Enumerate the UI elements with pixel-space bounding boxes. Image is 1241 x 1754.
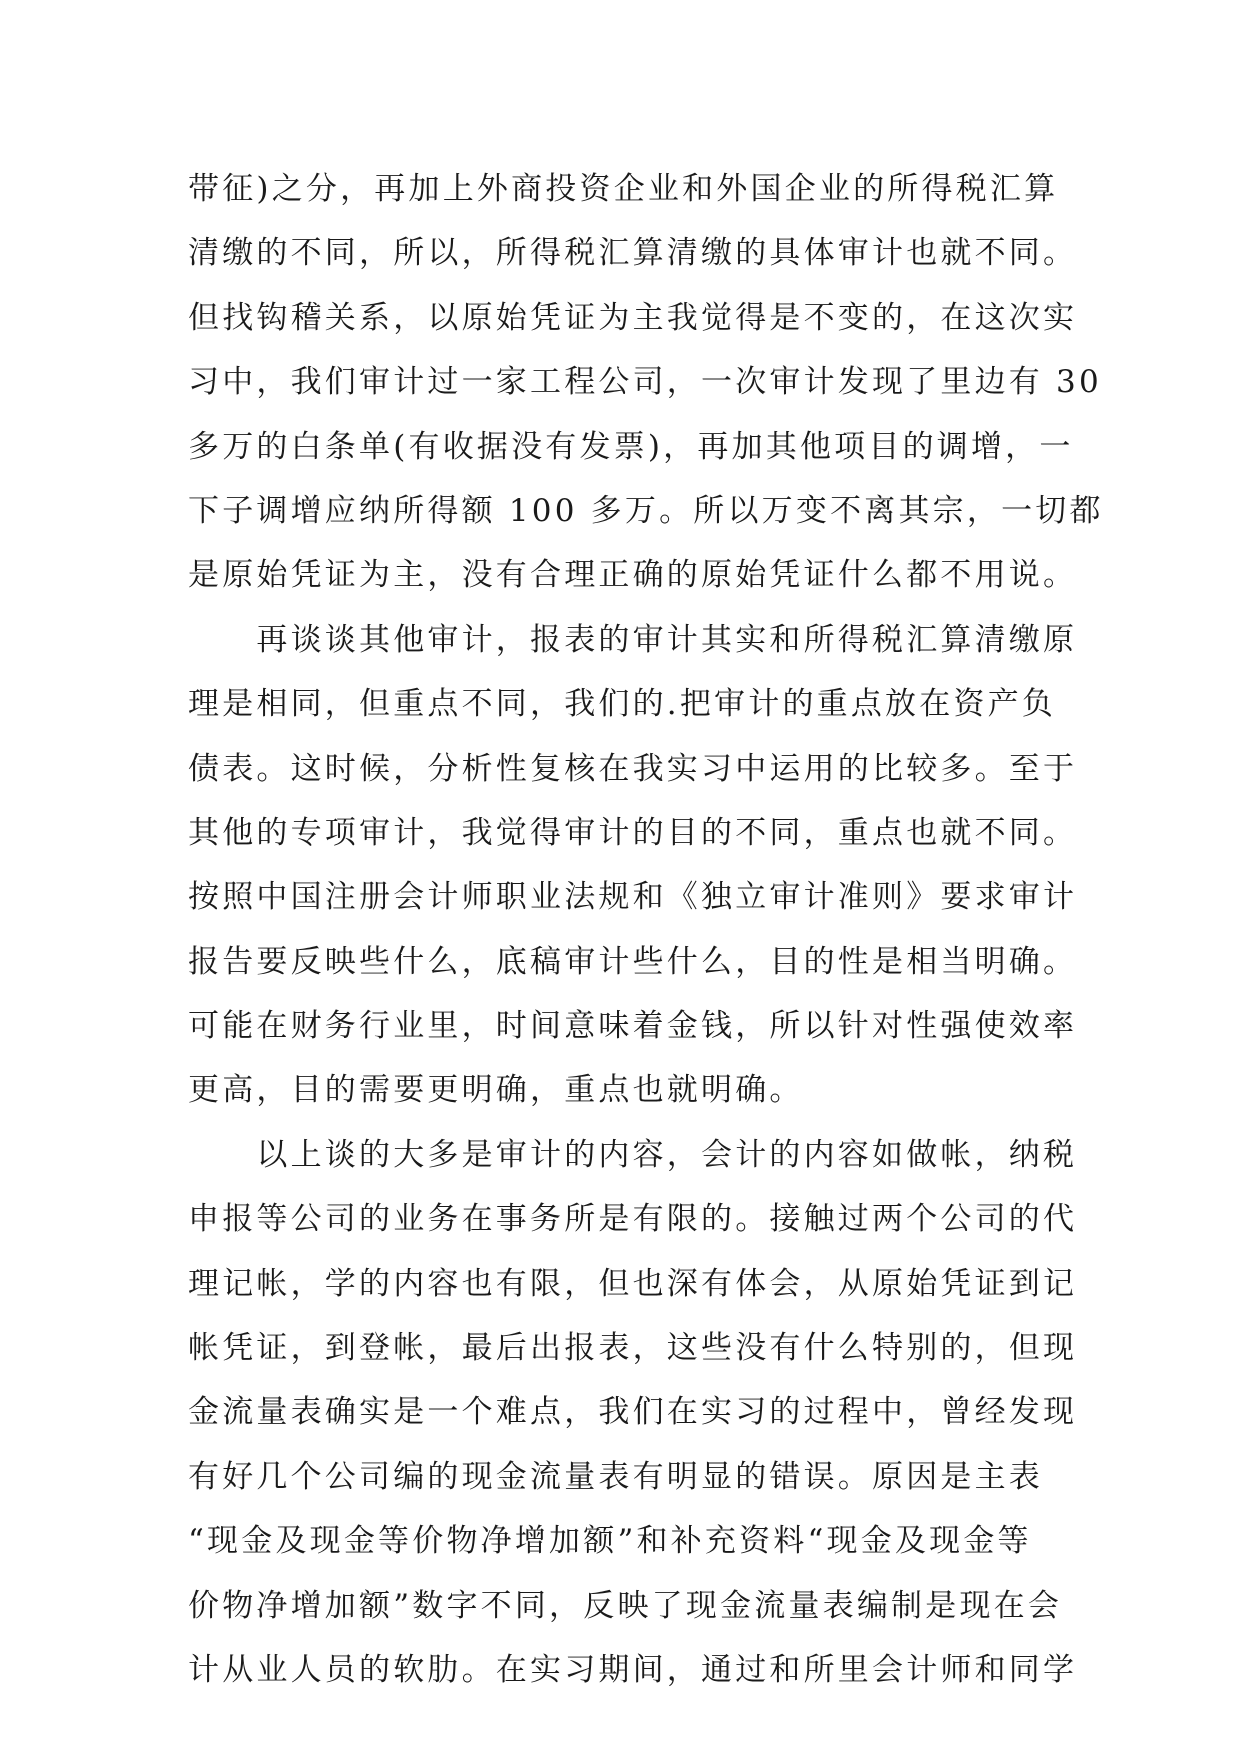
text-line: 有好几个公司编的现金流量表有明显的错误。原因是主表 [188, 1458, 1043, 1495]
paragraph-start-line: 再谈谈其他审计，报表的审计其实和所得税汇算清缴原 [188, 621, 1078, 658]
text-line: 其他的专项审计，我觉得审计的目的不同，重点也就不同。 [188, 814, 1078, 851]
text-line: “现金及现金等价物净增加额”和补充资料“现金及现金等 [188, 1523, 1032, 1560]
text-line: 债表。这时候，分析性复核在我实习中运用的比较多。至于 [188, 750, 1078, 787]
text-line: 按照中国注册会计师职业法规和《独立审计准则》要求审计 [188, 879, 1078, 916]
body-text [188, 157, 1104, 1702]
text-line: 下子调增应纳所得额 100 多万。所以万变不离其宗，一切都 [188, 492, 1104, 529]
text-line: 报告要反映些什么，底稿审计些什么，目的性是相当明确。 [188, 943, 1078, 980]
text-line: 申报等公司的业务在事务所是有限的。接触过两个公司的代 [188, 1201, 1078, 1238]
text-line: 习中，我们审计过一家工程公司，一次审计发现了里边有 30 [188, 364, 1102, 401]
text-line: 带征)之分，再加上外商投资企业和外国企业的所得税汇算 [188, 171, 1059, 207]
text-line: 多万的白条单(有收据没有发票)，再加其他项目的调增，一 [188, 428, 1074, 465]
text-line: 价物净增加额”数字不同，反映了现金流量表编制是现在会 [188, 1587, 1063, 1624]
text-line: 计从业人员的软肋。在实习期间，通过和所里会计师和同学 [188, 1651, 1078, 1688]
text-line: 清缴的不同，所以，所得税汇算清缴的具体审计也就不同。 [188, 235, 1078, 272]
text-line: 可能在财务行业里，时间意味着金钱，所以针对性强使效率 [188, 1008, 1078, 1045]
text-line: 理记帐，学的内容也有限，但也深有体会，从原始凭证到记 [188, 1265, 1078, 1302]
text-line: 是原始凭证为主，没有合理正确的原始凭证什么都不用说。 [188, 557, 1078, 594]
paragraph-start-line: 以上谈的大多是审计的内容，会计的内容如做帐，纳税 [188, 1136, 1078, 1173]
text-line: 帐凭证，到登帐，最后出报表，这些没有什么特别的，但现 [188, 1330, 1078, 1367]
text-line: 更高，目的需要更明确，重点也就明确。 [188, 1072, 804, 1109]
text-line: 金流量表确实是一个难点，我们在实习的过程中，曾经发现 [188, 1394, 1078, 1431]
text-line: 但找钩稽关系，以原始凭证为主我觉得是不变的，在这次实 [188, 299, 1078, 336]
text-line: 理是相同，但重点不同，我们的.把审计的重点放在资产负 [188, 686, 1057, 723]
